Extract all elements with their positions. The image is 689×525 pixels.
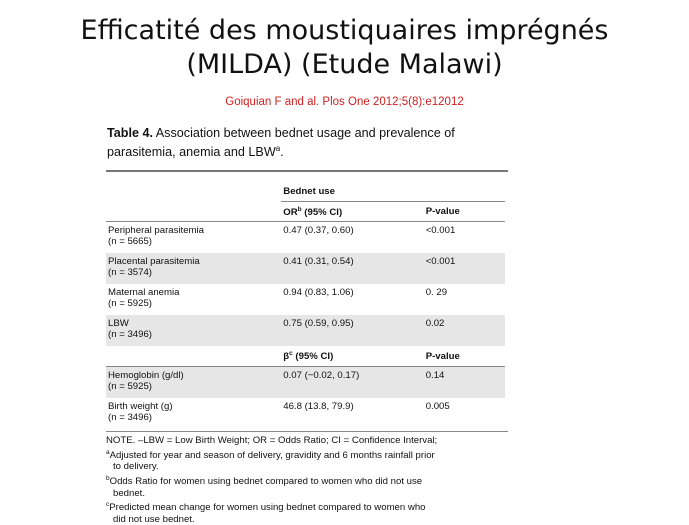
row-n: (n = 3496) [108,412,153,424]
row-label: Maternal anemia [108,287,180,299]
row-n: (n = 5925) [108,298,153,310]
row-p: 0.14 [424,367,505,399]
header-pvalue-beta: P-value [424,346,505,367]
row-ci: 0.07 (−0.02, 0.17) [281,367,423,399]
table-group-header-row [106,182,505,202]
table-notes [106,435,508,525]
table-header-row-beta [106,346,505,367]
footnote-a [106,447,508,462]
table-row [106,367,505,399]
results-table [106,182,505,429]
row-n: (n = 5925) [108,381,153,393]
footnote-a-line1: Adjusted for year and season of delivery, gravidity and 6 months rainfall prior [109,449,435,461]
footnote-b-line1: Odds Ratio for women using bednet compared to women who did not use [109,476,423,488]
row-ci: 0.94 (0.83, 1.06) [283,287,354,299]
footnote-c-line1: Predicted mean change for women using bednet compared to women who [109,502,426,514]
slide-title-line1: Efficatité des moustiquaires imprégnés [80,15,609,46]
table-caption-sup: a [275,144,281,153]
footnote-b-cont: bednet. [113,487,146,499]
header-beta: β [283,351,290,363]
row-n: (n = 3574) [108,267,153,279]
row-ci: 0.47 (0.37, 0.60) [283,225,354,237]
row-label: Placental parasitemia [108,256,200,268]
row-ci: 0.41 (0.31, 0.54) [281,253,423,284]
footnote-c [106,499,508,514]
footnote-b [106,473,508,488]
row-ci: 46.8 (13.8, 79.9) [283,401,354,413]
citation: Goiquian F and al. Plos One 2012;5(8):e12012 [225,96,464,108]
row-label: LBW [108,318,129,330]
row-label: Hemoglobin (g/dl) [108,370,184,382]
row-label: Peripheral parasitemia [108,225,204,237]
row-ci: 0.75 (0.59, 0.95) [281,315,423,346]
table-header-row [106,202,505,222]
footnote-a-cont: to delivery. [113,461,159,473]
table-caption-end: . [280,145,284,160]
table-row [106,315,505,346]
header-or-rest: (95% CI) [301,206,343,218]
row-n: (n = 5665) [108,236,153,248]
table-row [106,284,505,315]
table-caption-label: Table 4. [107,126,153,140]
header-beta-ci [281,346,423,367]
group-header: Bednet use [281,182,505,202]
header-or: OR [283,206,298,218]
table-row [106,398,505,429]
table-caption-text: Association between bednet usage and prevalence of parasitemia, anemia and LBW [107,126,455,160]
row-n: (n = 3496) [108,329,153,341]
header-or-sup: b [297,205,302,213]
slide-title-line2: (MILDA) (Etude Malawi) [186,49,503,80]
table-row [106,253,505,284]
row-p: 0. 29 [425,287,448,299]
row-p: 0.005 [425,401,450,413]
footnote-b-mark: b [106,474,110,482]
header-beta-sup: c [289,350,293,358]
table-caption [107,126,508,160]
header-or-ci [281,202,423,222]
row-p: 0.02 [424,315,505,346]
row-p: <0.001 [424,253,505,284]
table-top-rule [106,170,508,182]
note-line: NOTE. –LBW = Low Birth Weight; OR = Odds Ratio; CI = Confidence Interval; [106,435,438,447]
footnote-a-mark: a [106,448,110,456]
header-beta-rest: (95% CI) [292,351,334,363]
table-row [106,222,505,254]
row-p: <0.001 [425,225,456,237]
header-pvalue: P-value [424,202,505,222]
footnote-c-mark: c [106,501,110,509]
footnote-c-cont: did not use bednet. [113,513,195,525]
slide-title [0,14,689,82]
row-label: Birth weight (g) [108,401,173,413]
paper-table-figure [106,126,508,525]
